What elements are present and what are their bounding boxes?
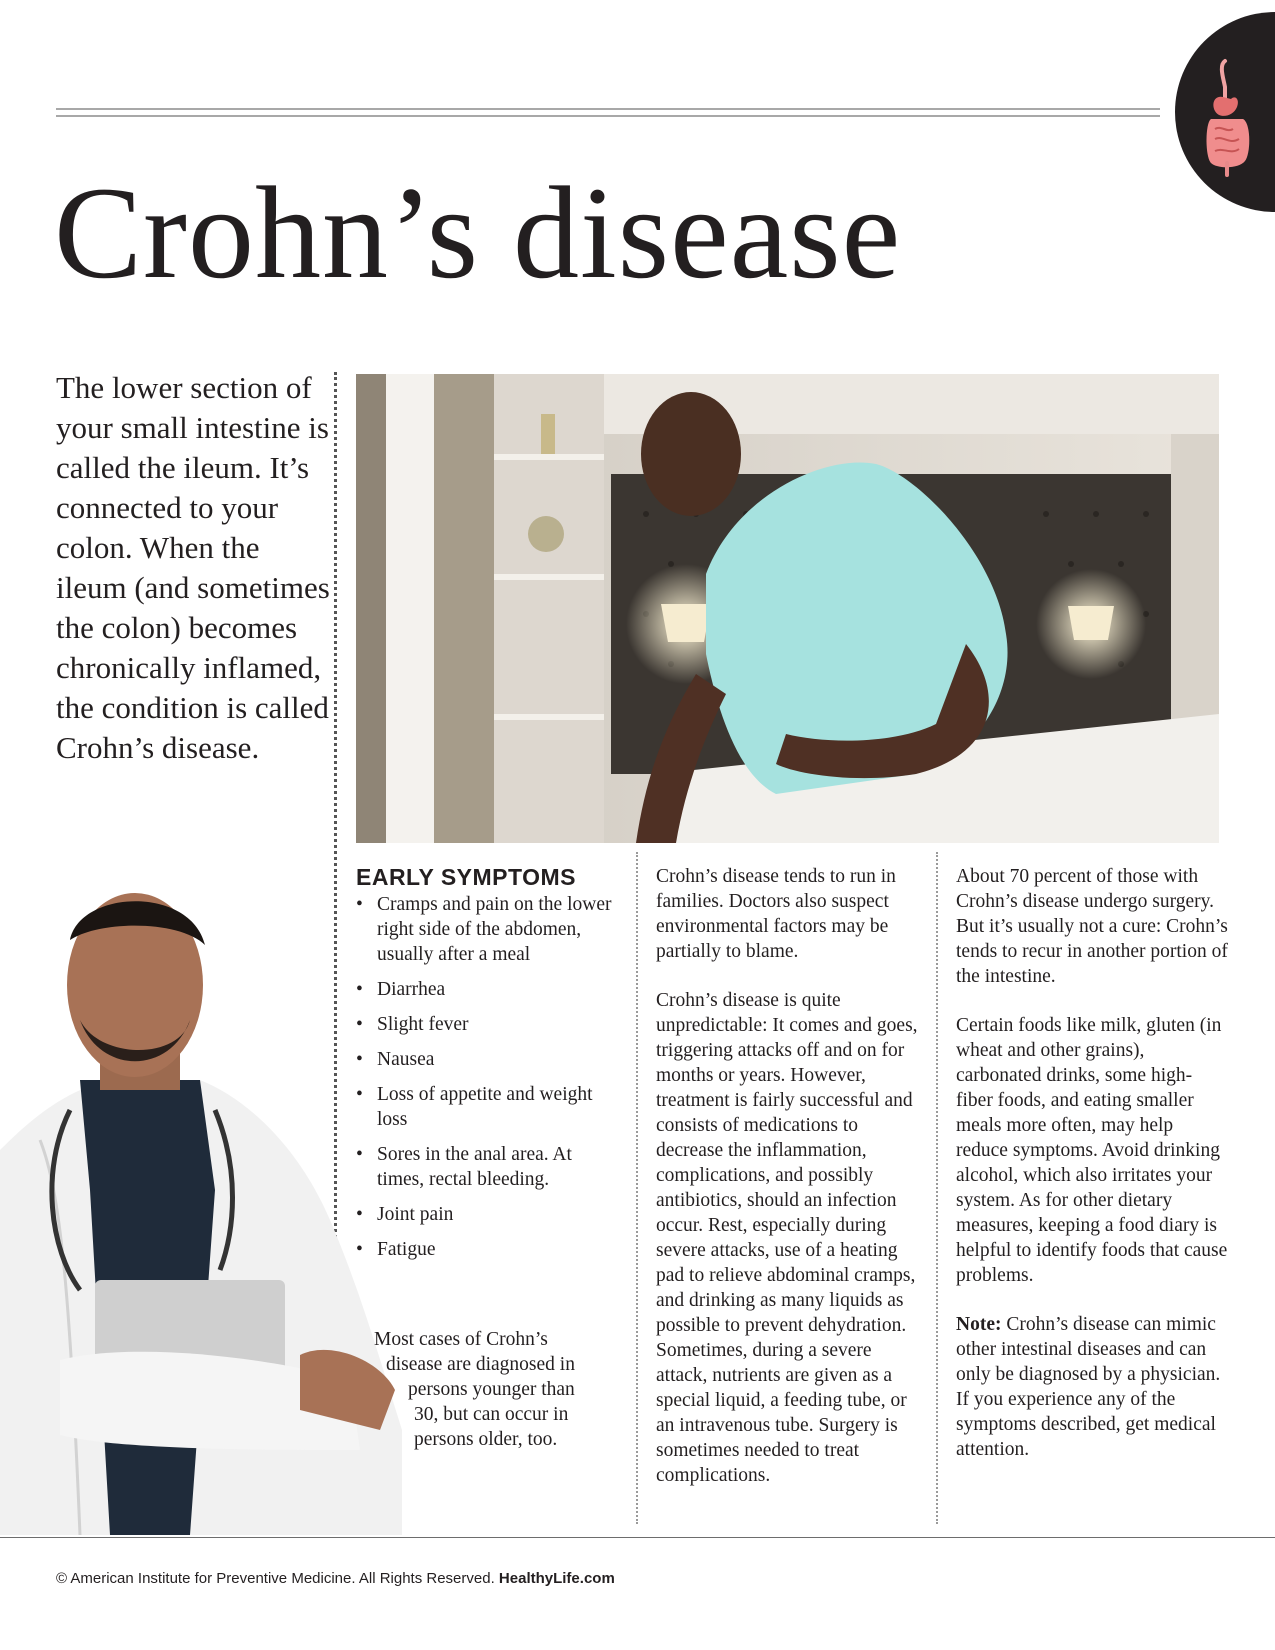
note-line: 30, but can occur in — [414, 1404, 569, 1425]
note-line: disease are diagnosed in — [386, 1354, 575, 1375]
footer — [56, 1570, 615, 1587]
note-label: Note: — [956, 1314, 1002, 1335]
patient-photo — [356, 374, 1219, 843]
bullet-icon: • — [356, 1204, 363, 1225]
symptom-text: Nausea — [377, 1049, 435, 1070]
bullet-icon: • — [356, 1049, 363, 1070]
list-item — [356, 1202, 618, 1227]
symptom-text: Fatigue — [377, 1239, 436, 1260]
intro-text: The lower section of your small intestine is called the ileum. It’s connected to your colon. When the ileum (and sometimes the colon) becomes chronically inflamed, the condition is called Crohn’s disease. — [56, 370, 330, 765]
early-symptoms-heading: EARLY SYMPTOMS — [356, 864, 577, 890]
digestive-system-badge — [1175, 12, 1275, 212]
bullet-icon: • — [356, 894, 363, 915]
bullet-icon: • — [356, 1144, 363, 1165]
column-divider — [636, 852, 638, 1524]
list-item — [356, 892, 618, 967]
column-diet — [956, 864, 1228, 1486]
symptom-text: Diarrhea — [377, 979, 446, 1000]
doctor-photo — [0, 890, 402, 1535]
bullet-icon: • — [356, 1239, 363, 1260]
note-line: Most cases of Crohn’s — [374, 1329, 548, 1350]
symptom-text: Slight fever — [377, 1014, 469, 1035]
note-line: persons younger than — [408, 1379, 575, 1400]
list-item — [356, 1142, 618, 1192]
diagnosis-age-note — [374, 1327, 614, 1452]
symptom-text: Cramps and pain on the lower right side of the abdomen, usually after a meal — [377, 894, 612, 965]
copyright-text: © American Institute for Preventive Medicine. All Rights Reserved. — [56, 1570, 499, 1587]
symptoms-list — [356, 892, 618, 1272]
list-item — [356, 1237, 618, 1262]
paragraph: Crohn’s disease tends to run in families. Doctors also suspect environmental factors may be partially to blame. — [656, 866, 896, 962]
bullet-icon: • — [356, 1014, 363, 1035]
note-text: Crohn’s disease can mimic other intestinal diseases and can only be diagnosed by a physician. If you experience any of the symptoms described, get medical attention. — [956, 1314, 1221, 1460]
paragraph: About 70 percent of those with Crohn’s disease undergo surgery. But it’s usually not a cure: Crohn’s tends to recur in another portion of the intestine. — [956, 866, 1228, 987]
paragraph: Crohn’s disease is quite unpredictable: It comes and goes, triggering attacks off and on for months or years. However, treatment is fairly successful and consists of medications to decrease the inflammation, complications, and possibly antibiotics, should an infection occur. Rest, especially during severe attacks, use of a heating pad to relieve abdominal cramps, and drinking as many liquids as possible to prevent dehydration. Sometimes, during a severe attack, nutrients are given as a special liquid, a feeding tube, or an intravenous tube. Surgery is sometimes needed to treat complications. — [656, 990, 918, 1486]
paragraph: Certain foods like milk, gluten (in wheat and other grains), carbonated drinks, some high-fiber foods, and eating smaller meals more often, may help reduce symptoms. Avoid drinking alcohol, which also irritates your system. As for other dietary measures, keeping a food diary is helpful to identify foods that cause problems. — [956, 1015, 1228, 1286]
list-item — [356, 1012, 618, 1037]
digestive-system-icon — [1197, 57, 1257, 177]
column-divider — [936, 852, 938, 1524]
note-paragraph — [956, 1312, 1228, 1462]
note-line: persons older, too. — [414, 1429, 558, 1450]
bottom-rule — [0, 1537, 1275, 1538]
site-link[interactable]: HealthyLife.com — [498, 1570, 615, 1587]
top-rule — [56, 108, 1160, 117]
column-treatment — [656, 864, 924, 1512]
list-item — [356, 977, 618, 1002]
list-item — [356, 1082, 618, 1132]
bullet-icon: • — [356, 979, 363, 1000]
symptom-text: Sores in the anal area. At times, rectal bleeding. — [377, 1144, 572, 1190]
symptom-text: Loss of appetite and weight loss — [377, 1084, 593, 1130]
page-title: Crohn’s disease — [54, 159, 902, 306]
symptom-text: Joint pain — [377, 1204, 454, 1225]
list-item — [356, 1047, 618, 1072]
bullet-icon: • — [356, 1084, 363, 1105]
